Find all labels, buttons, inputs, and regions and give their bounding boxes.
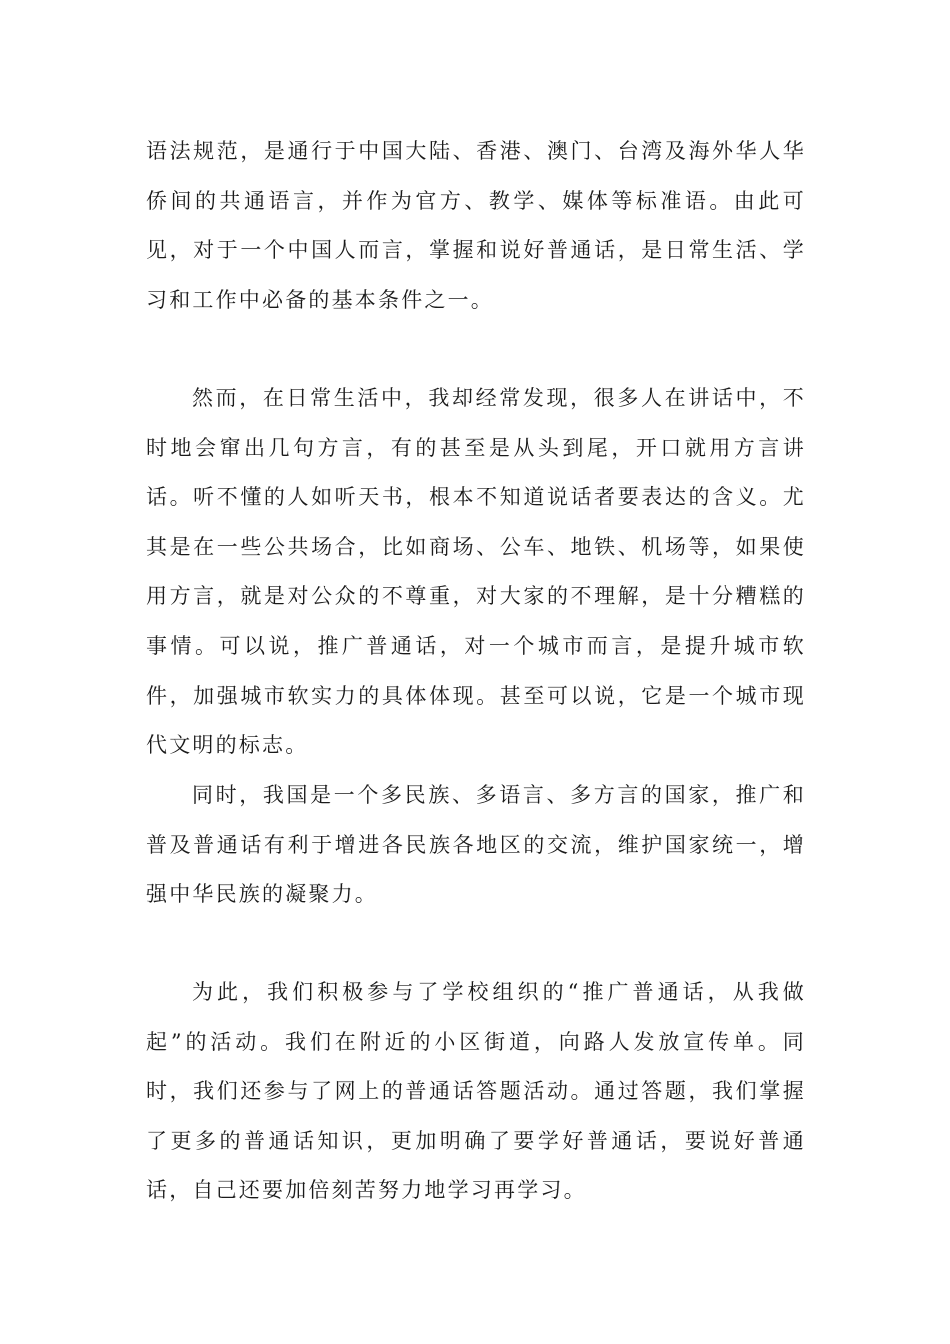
paragraph-2: 然而，在日常生活中，我却经常发现，很多人在讲话中，不时地会窜出几句方言，有的甚至是从头到尾，开口就用方言讲话。听不懂的人如听天书，根本不知道说话者要表达的含义。尤其是在一些公共场合，比如商场、公车、地铁、机场等，如果使用方言，就是对公众的不尊重，对大家的不理解，是十分糟糕的事情。可以说，推广普通话，对一个城市而言，是提升城市软件，加强城市软实力的具体体现。甚至可以说，它是一个城市现代文明的标志。	[146, 386, 806, 758]
paragraph-3: 同时，我国是一个多民族、多语言、多方言的国家，推广和普及普通话有利于增进各民族各地区的交流，维护国家统一，增强中华民族的凝聚力。	[146, 783, 806, 907]
paragraph-4: 为此，我们积极参与了学校组织的“推广普通话，从我做起”的活动。我们在附近的小区街道，向路人发放宣传单。同时，我们还参与了网上的普通话答题活动。通过答题，我们掌握了更多的普通话知识，更加明确了要学好普通话，要说好普通话，自己还要加倍刻苦努力地学习再学习。	[146, 980, 806, 1203]
paragraph-1: 语法规范，是通行于中国大陆、香港、澳门、台湾及海外华人华侨间的共通语言，并作为官方、教学、媒体等标准语。由此可见，对于一个中国人而言，掌握和说好普通话，是日常生活、学习和工作中必备的基本条件之一。	[146, 139, 806, 312]
